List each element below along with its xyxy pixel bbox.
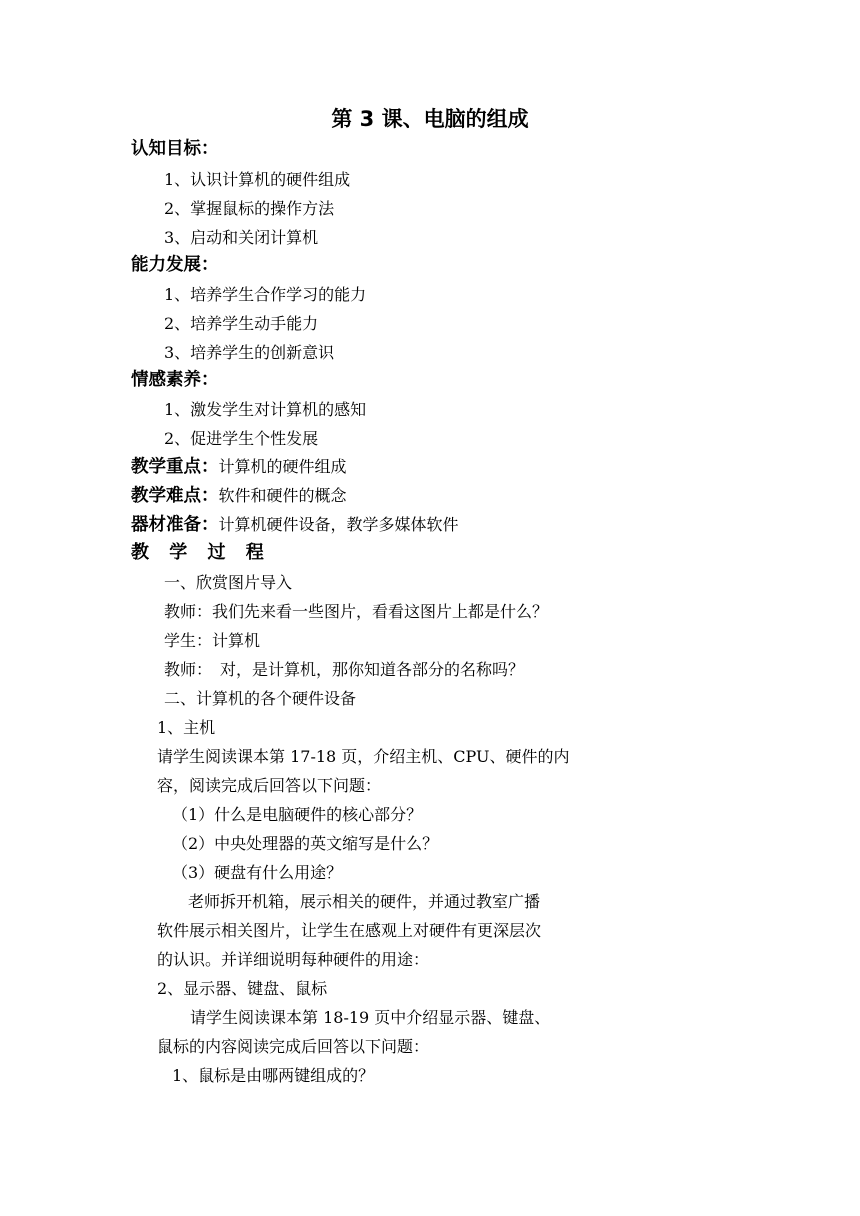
- paragraph-line: 请学生阅读课本第 18-19 页中介绍显示器、键盘、: [190, 1008, 551, 1027]
- list-item: 3、培养学生的创新意识: [164, 343, 335, 362]
- paragraph-line: 的认识。并详细说明每种硬件的用途：: [157, 950, 430, 969]
- list-item: 2、培养学生动手能力: [164, 314, 319, 333]
- dialog-line: 教师： 对，是计算机，那你知道各部分的名称吗？: [164, 660, 525, 679]
- difficulties-label: 教学难点：: [131, 486, 219, 506]
- difficulties-row: [131, 485, 347, 507]
- equipment-label: 器材准备：: [131, 515, 219, 535]
- question-item: （2）中央处理器的英文缩写是什么？: [172, 834, 439, 853]
- process-heading: 教 学 过 程: [131, 542, 271, 563]
- key-points-row: [131, 456, 347, 478]
- list-item: 2、促进学生个性发展: [164, 429, 319, 448]
- key-points-label: 教学重点：: [131, 457, 219, 477]
- paragraph-line: 容，阅读完成后回答以下问题：: [157, 776, 382, 795]
- page-title: 第 3 课、电脑的组成: [331, 107, 529, 131]
- peripherals-heading: 2、显示器、键盘、鼠标: [157, 979, 328, 998]
- list-item: 2、掌握鼠标的操作方法: [164, 199, 335, 218]
- question-item: （3）硬盘有什么用途？: [172, 863, 343, 882]
- question-item: 1、鼠标是由哪两键组成的？: [172, 1066, 375, 1085]
- emotional-literacy-heading: 情感素养：: [131, 370, 219, 390]
- paragraph-line: 请学生阅读课本第 17-18 页，介绍主机、CPU、硬件的内: [157, 747, 570, 766]
- key-points-value: 计算机的硬件组成: [218, 457, 347, 476]
- section2-heading: 二、计算机的各个硬件设备: [164, 689, 357, 708]
- ability-development-heading: 能力发展：: [131, 255, 219, 275]
- paragraph-line: 鼠标的内容阅读完成后回答以下问题：: [157, 1037, 430, 1056]
- dialog-line: 教师：我们先来看一些图片，看看这图片上都是什么？: [164, 602, 549, 621]
- list-item: 1、培养学生合作学习的能力: [164, 285, 367, 304]
- cognitive-goals-heading: 认知目标：: [131, 139, 219, 159]
- list-item: 1、认识计算机的硬件组成: [164, 170, 351, 189]
- question-item: （1）什么是电脑硬件的核心部分？: [172, 805, 423, 824]
- dialog-line: 学生：计算机: [164, 631, 261, 650]
- host-heading: 1、主机: [157, 718, 216, 737]
- paragraph-line: 老师拆开机箱，展示相关的硬件，并通过教室广播: [188, 892, 541, 911]
- intro-heading: 一、欣赏图片导入: [164, 573, 293, 592]
- list-item: 3、启动和关闭计算机: [164, 228, 319, 247]
- equipment-value: 计算机硬件设备，教学多媒体软件: [218, 515, 459, 534]
- equipment-row: [131, 514, 459, 536]
- paragraph-line: 软件展示相关图片，让学生在感观上对硬件有更深层次: [157, 921, 542, 940]
- difficulties-value: 软件和硬件的概念: [218, 486, 347, 505]
- list-item: 1、激发学生对计算机的感知: [164, 400, 367, 419]
